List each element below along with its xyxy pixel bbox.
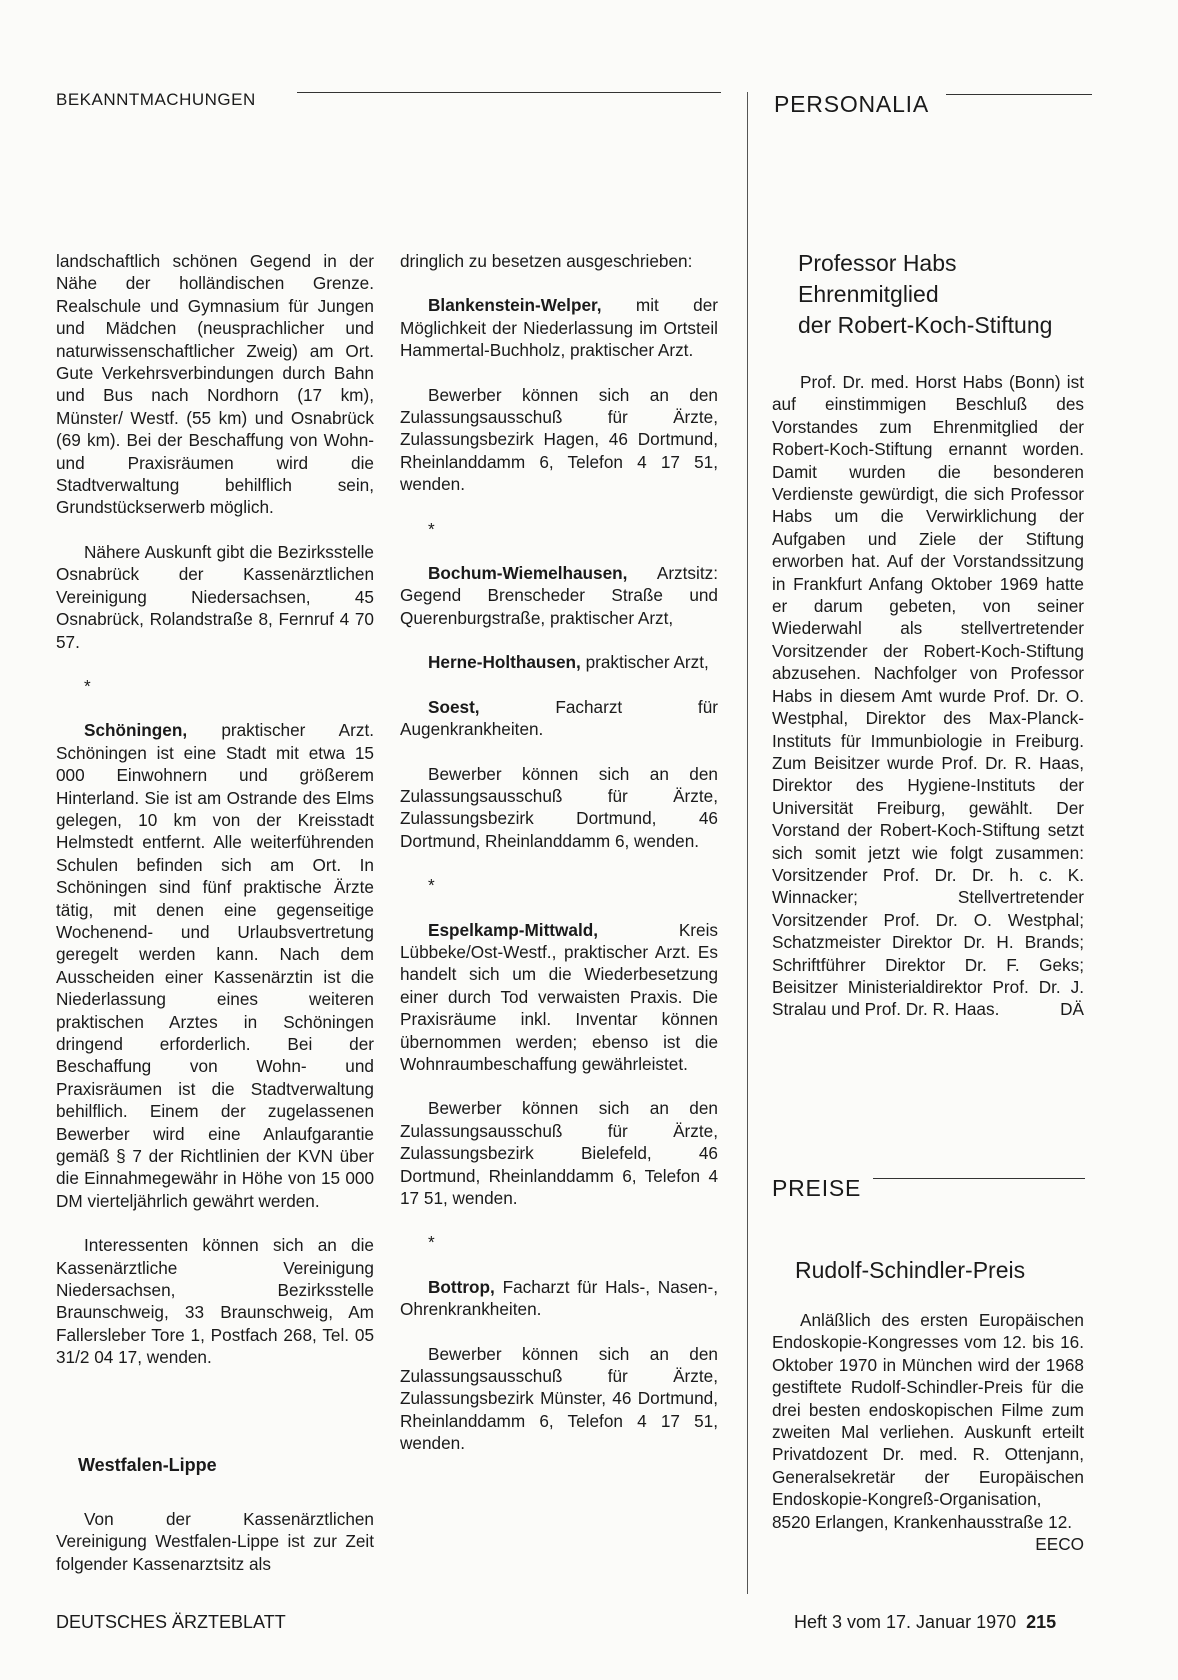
paragraph: Interessenten können sich an die Kassenärztliche Vereinigung Niedersachsen, Bezirksstelle Braunschweig, 33 Braunschweig, Am Fallersleber Tore 1, Postfach 268, Tel. 05 31/2 04 17, wenden. <box>56 1235 374 1368</box>
paragraph: dringlich zu besetzen ausgeschrieben: <box>400 251 693 271</box>
paragraph <box>772 371 1084 1021</box>
paragraph-text: praktischer Arzt, <box>580 652 709 673</box>
column-3-preise <box>772 1309 1084 1555</box>
paragraph <box>400 919 718 1076</box>
place-name: Schöningen, <box>84 720 188 741</box>
header-rule-left <box>297 92 721 93</box>
paragraph <box>400 696 718 741</box>
paragraph: Bewerber können sich an den Zulassungsausschuß für Ärzte, Zulassungsbezirk Bielefeld, 46 Dortmund, Rheinlanddamm 6, Telefon 4 17 51, wenden. <box>400 1098 718 1208</box>
title-line: der Robert-Koch-Stiftung <box>798 312 1053 338</box>
header-rule-right <box>946 94 1092 95</box>
paragraph: Bewerber können sich an den Zulassungsausschuß für Ärzte, Zulassungsbezirk Hagen, 46 Dortmund, Rheinlanddamm 6, Telefon 4 17 51, wenden. <box>400 384 718 495</box>
paragraph <box>400 294 718 361</box>
footer-issue <box>794 1612 1056 1633</box>
section-header-preise: PREISE <box>772 1175 862 1201</box>
section-header-personalia: PERSONALIA <box>774 91 929 117</box>
column-1-continued <box>56 1508 374 1575</box>
signature: EECO <box>1035 1534 1084 1555</box>
column-2 <box>400 250 718 1455</box>
paragraph-text: praktischer Arzt. Schöningen ist eine Stadt mit etwa 15 000 Einwohnern und größerem Hinterland. Sie ist am Ostrande des Elms gelegen, 10 km von der Kreisstadt Helmstedt entfernt. Alle weiterführenden Schulen befinden sich am Ort. In Schöningen sind fünf praktische Ärzte tätig, mit denen eine gegenseitige Wochenend- und Urlaubsvertretung geregelt werden kann. Nach dem Ausscheiden einer Kassenärztin ist die Niederlassung eines weiteren praktischen Arztes in Schöningen dringend erforderlich. Bei der Beschaffung von Wohn- und Praxisräumen ist die Stadtverwaltung behilflich. Einem der zugelassenen Bewerber wird eine Anlaufgarantie gemäß § 7 der Richtlinien der KVN über die Einnahmegewähr in Höhe von 15 000 DM vierteljährlich gewährt werden. <box>56 720 374 1211</box>
paragraph <box>56 719 374 1212</box>
paragraph-text: Facharzt für Augenkrankheiten. <box>400 696 718 740</box>
paragraph <box>772 1309 1084 1555</box>
article-title-schindler: Rudolf-Schindler-Preis <box>795 1257 1026 1283</box>
paragraph: Von der Kassenärztlichen Vereinigung Westfalen-Lippe ist zur Zeit folgender Kassenarztsitz als <box>56 1509 374 1574</box>
header-rule-preise <box>873 1178 1085 1179</box>
article-title-habs <box>798 248 1052 341</box>
paragraph-text: mit der Möglichkeit der Niederlassung im Ortsteil Hammertal-Buchholz, praktischer Arzt. <box>400 295 718 361</box>
paragraph <box>400 562 718 629</box>
paragraph: Bewerber können sich an den Zulassungsausschuß für Ärzte, Zulassungsbezirk Münster, 46 Dortmund, Rheinlanddamm 6, Telefon 4 17 51, wenden. <box>400 1343 718 1454</box>
section-header-bekanntmachungen: BEKANNTMACHUNGEN <box>56 90 256 109</box>
signature: DÄ <box>1060 999 1084 1020</box>
separator-star: * <box>428 1232 435 1253</box>
separator-star: * <box>428 875 435 896</box>
footer-publication: DEUTSCHES ÄRZTEBLATT <box>56 1612 286 1632</box>
page-number: 215 <box>1026 1612 1057 1632</box>
column-divider <box>747 92 748 1594</box>
separator-star: * <box>84 675 91 696</box>
title-line: Ehrenmitglied <box>798 281 939 307</box>
place-name: Bottrop, <box>428 1276 495 1297</box>
place-name: Espelkamp-Mittwald, <box>428 919 598 940</box>
paragraph-text: Prof. Dr. med. Horst Habs (Bonn) ist auf einstimmigen Beschluß des Vorstandes zum Ehrenmitglied der Robert-Koch-Stiftung ernannt worden. Damit wurden die besonderen Verdienste gewürdigt, die sich Professor Habs um die Verwirklichung der Aufgaben und Ziele der Stiftung erworben hat. Auf der Vorstandssitzung in Frankfurt Anfang Oktober 1969 hatte er darum gebeten, von seiner Wiederwahl als stellvertretender Vorsitzender der Robert-Koch-Stiftung abzusehen. Nachfolger von Professor Habs in diesem Amt wurde Prof. Dr. O. Westphal, Direktor des Max-Planck-Instituts für Immunbiologie in Freiburg. Zum Beisitzer wurde Prof. Dr. R. Haas, Direktor des Hygiene-Instituts der Universität Freiburg, gewählt. Der Vorstand der Robert-Koch-Stiftung setzt sich somit jetzt wie folgt zusammen: Vorsitzender Prof. Dr. Dr. h. c. K. Winnacker; Stellvertretender Vorsitzender Prof. Dr. O. Westphal; Schatzmeister Direktor Dr. H. Brands; Schriftführer Direktor Dr. F. Geks; Beisitzer Ministerialdirektor Prof. Dr. J. Stralau und Prof. Dr. R. Haas. <box>772 372 1084 1020</box>
paragraph: Nähere Auskunft gibt die Bezirksstelle Osnabrück der Kassenärztlichen Vereinigung Niedersachsen, 45 Osnabrück, Rolandstraße 8, Fernruf 4 70 57. <box>56 541 374 652</box>
separator-star: * <box>428 518 435 539</box>
paragraph-text: Facharzt für Hals-, Nasen-, Ohrenkrankheiten. <box>400 1276 718 1320</box>
issue-date: Heft 3 vom 17. Januar 1970 <box>794 1612 1017 1632</box>
place-name: Herne-Holthausen, <box>428 652 581 673</box>
paragraph: landschaftlich schönen Gegend in der Nähe der holländischen Grenze. Realschule und Gymnasium für Jungen und Mädchen (neusprachlicher und naturwissenschaftlicher Zweig) am Ort. Gute Verkehrsverbindungen durch Bahn und Bus nach Nordhorn (17 km), Münster/ Westf. (55 km) und Osnabrück (69 km). Bei der Beschaffung von Wohn- und Praxisräumen wird die Stadtverwaltung behilflich sein, Grundstückserwerb möglich. <box>56 251 374 518</box>
paragraph: Bewerber können sich an den Zulassungsausschuß für Ärzte, Zulassungsbezirk Dortmund, 46 Dortmund, Rheinlanddamm 6, wenden. <box>400 763 718 851</box>
place-name: Soest, <box>428 696 480 717</box>
column-1 <box>56 250 374 1369</box>
place-name: Blankenstein-Welper, <box>428 295 602 316</box>
paragraph <box>400 651 718 673</box>
column-3-personalia <box>772 371 1084 1021</box>
paragraph-text: Arztsitz: Gegend Brenscheder Straße und Querenburgstraße, praktischer Arzt, <box>400 563 718 628</box>
title-line: Professor Habs <box>798 250 957 276</box>
paragraph-text: Anläßlich des ersten Europäischen Endoskopie-Kongresses vom 12. bis 16. Oktober 1970 in München wird der 1968 gestiftete Rudolf-Schindler-Preis für die drei besten endoskopischen Filme zum zweiten Mal verliehen. Auskunft erteilt Privatdozent Dr. med. R. Ottenjann, Generalsekretär der Europäischen Endoskopie-Kongreß-Organisation, 8520 Erlangen, Krankenhausstraße 12. <box>772 1310 1084 1532</box>
subheading-westfalen-lippe: Westfalen-Lippe <box>78 1455 217 1475</box>
paragraph <box>400 1276 718 1321</box>
paragraph-text: Kreis Lübbeke/Ost-Westf., praktischer Arzt. Es handelt sich um die Wiederbesetzung einer durch Tod verwaisten Praxis. Die Praxisräume inkl. Inventar können übernommen werden; ebenso ist die Wohnraumbeschaffung gewährleistet. <box>400 919 718 1074</box>
place-name: Bochum-Wiemelhausen, <box>428 563 628 584</box>
